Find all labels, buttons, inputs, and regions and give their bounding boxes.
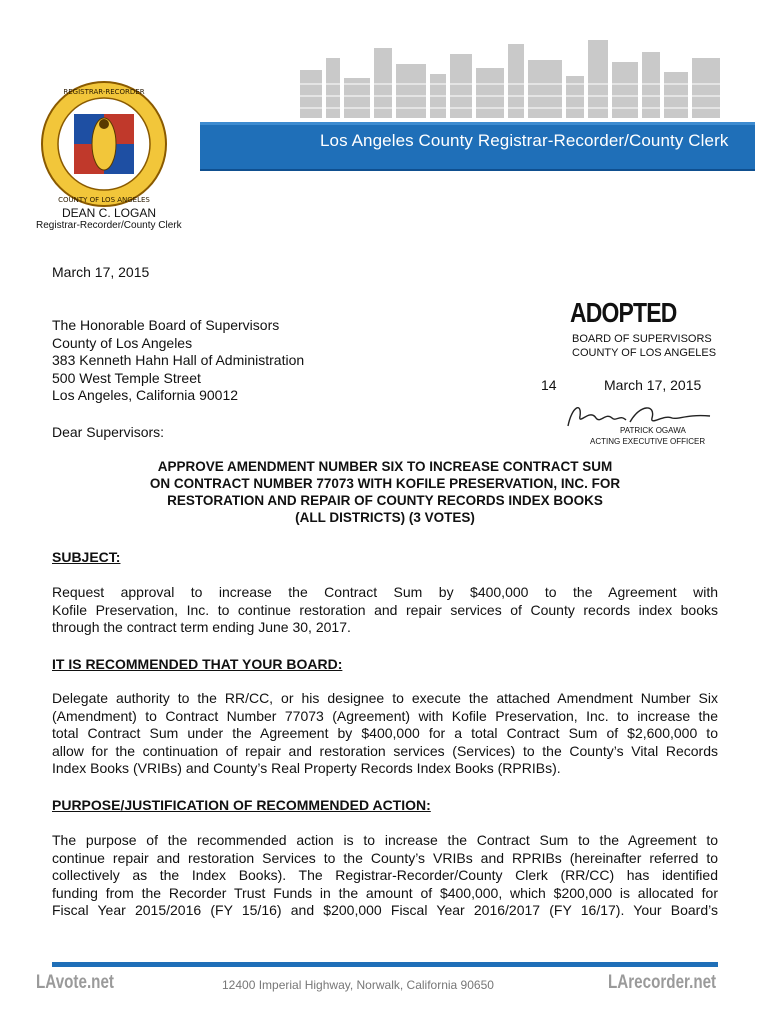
footer-link-larecorder[interactable]: LArecorder.net	[608, 972, 717, 993]
stamp-item-number: 14	[541, 377, 557, 393]
paragraph-line: total Contract Sum under the Agreement by $400,000 for a total Contract Sum of $2,600,000 to	[52, 725, 718, 741]
banner-title: Los Angeles County Registrar-Recorder/County Clerk	[320, 131, 729, 150]
address-line: 383 Kenneth Hahn Hall of Administration	[52, 352, 305, 368]
svg-text:REGISTRAR-RECORDER: REGISTRAR-RECORDER	[63, 88, 145, 96]
paragraph-line: Index Books (VRIBs) and County’s Real Property Records Index Books (RPRIBs).	[52, 760, 561, 776]
paragraph-line: allow for the continuation of repair and restoration services (Services) to the County’s Vital Records	[52, 742, 718, 759]
signer-name: PATRICK OGAWA	[620, 426, 686, 435]
recommendation-heading: IT IS RECOMMENDED THAT YOUR BOARD:	[52, 656, 343, 672]
purpose-heading: PURPOSE/JUSTIFICATION OF RECOMMENDED ACTION:	[52, 797, 431, 813]
address-line: The Honorable Board of Supervisors	[52, 317, 280, 333]
title-line: ON CONTRACT NUMBER 77073 WITH KOFILE PRESERVATION, INC. FOR	[149, 476, 621, 491]
footer-divider	[52, 962, 718, 967]
address-line: 500 West Temple Street	[52, 369, 201, 386]
paragraph-line: continue repair and restoration Services to the County’s VRIBs and RPRIBs (hereinafter referred to	[52, 849, 718, 866]
purpose-paragraph	[52, 832, 718, 920]
address-line: Los Angeles, California 90012	[52, 387, 239, 403]
officer-name: DEAN C. LOGAN	[62, 206, 157, 220]
address-line: County of Los Angeles	[52, 334, 193, 351]
county-seal-logo	[40, 80, 168, 208]
letter-date: March 17, 2015	[52, 264, 150, 280]
title-line: APPROVE AMENDMENT NUMBER SIX TO INCREASE CONTRACT SUM	[157, 459, 613, 474]
paragraph-line: funding from the Recorder Trust Funds in the amount of $400,000, which $200,000 is allocated for	[52, 884, 718, 901]
title-line: RESTORATION AND REPAIR OF COUNTY RECORDS INDEX BOOKS	[167, 493, 603, 508]
paragraph-line: Kofile Preservation, Inc. to continue restoration and repair services of County records index books	[52, 601, 718, 618]
stamp-date: March 17, 2015	[604, 377, 702, 393]
paragraph-line: Delegate authority to the RR/CC, or his designee to execute the attached Amendment Number Six	[52, 690, 718, 706]
footer-address: 12400 Imperial Highway, Norwalk, California 90650	[222, 978, 494, 992]
document-title	[80, 458, 690, 526]
paragraph-line: Request approval to increase the Contract Sum by $400,000 to the Agreement with	[52, 584, 718, 600]
stamp-line: COUNTY OF LOS ANGELES	[572, 346, 717, 359]
recommendation-paragraph	[52, 690, 718, 778]
officer-title: Registrar-Recorder/County Clerk	[36, 220, 182, 231]
paragraph-line: (Amendment) to Contract Number 77073 (Agreement) with Kofile Preservation, Inc. to increase the	[52, 707, 718, 724]
paragraph-line: through the contract term ending June 30, 2017.	[52, 619, 351, 635]
subject-heading: SUBJECT:	[52, 549, 121, 565]
adopted-stamp-title: ADOPTED	[570, 297, 677, 328]
adopted-stamp-body	[572, 333, 716, 360]
footer-link-lavote[interactable]: LAvote.net	[36, 972, 114, 993]
paragraph-line: The purpose of the recommended action is to increase the Contract Sum to the Agreement to	[52, 832, 718, 848]
subject-paragraph	[52, 584, 718, 637]
stamp-line: BOARD OF SUPERVISORS	[572, 333, 712, 345]
city-skyline-graphic	[300, 40, 720, 118]
paragraph-line: collectively as the Index Books). The Registrar-Recorder/County Clerk (RR/CC) has identified	[52, 867, 718, 883]
signer-title: ACTING EXECUTIVE OFFICER	[590, 437, 706, 446]
title-line: (ALL DISTRICTS) (3 VOTES)	[295, 510, 475, 525]
paragraph-line: Fiscal Year 2015/2016 (FY 15/16) and $200,000 Fiscal Year 2016/2017 (FY 16/17). Your Board’s	[52, 902, 718, 918]
svg-text:COUNTY OF LOS ANGELES: COUNTY OF LOS ANGELES	[58, 196, 150, 204]
recipient-address	[52, 317, 304, 405]
salutation: Dear Supervisors:	[52, 424, 165, 440]
